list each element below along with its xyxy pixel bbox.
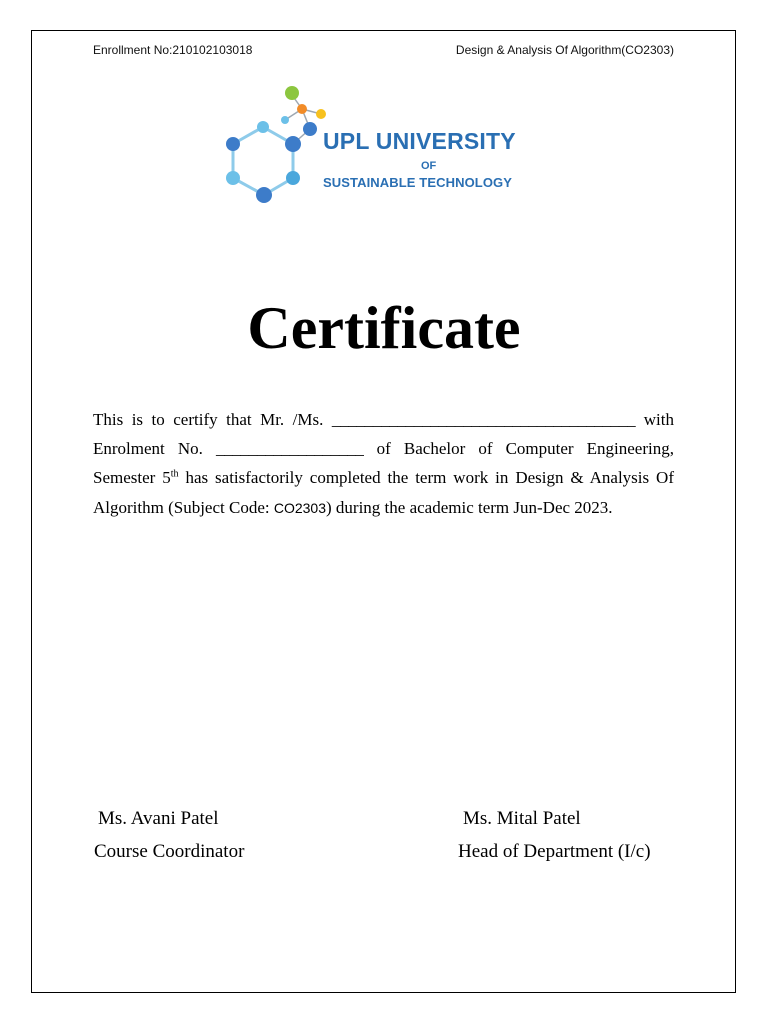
certificate-title: Certificate	[247, 295, 521, 361]
hod-role: Head of Department (I/c)	[458, 841, 651, 862]
coordinator-name: Ms. Avani Patel	[98, 808, 219, 829]
name-blank: _____________________________________	[331, 410, 636, 429]
certificate-body	[93, 405, 674, 523]
logo-title: UPL UNIVERSITY	[323, 128, 516, 154]
body-text-3: of Bachelor of Computer Engineering, Semester 5	[93, 439, 674, 488]
subject-code: CO2303	[273, 499, 326, 516]
logo-of: OF	[421, 160, 437, 172]
body-text-4: has satisfactorily completed the term work in Design & Analysis Of Algorithm (Subject Code:	[93, 468, 674, 517]
header-subject: Design & Analysis Of Algorithm(CO2303)	[455, 43, 674, 57]
hod-name: Ms. Mital Patel	[463, 808, 581, 829]
enrolment-blank: __________________	[215, 439, 364, 459]
body-text-1: This is to certify that Mr. /Ms.	[93, 410, 332, 429]
coordinator-role: Course Coordinator	[94, 841, 245, 862]
logo-subtitle: SUSTAINABLE TECHNOLOGY	[323, 175, 513, 190]
body-text-2: with Enrolment No.	[93, 410, 674, 459]
superscript-th: th	[170, 468, 179, 480]
body-text-5: ) during the academic term Jun-Dec 2023.	[326, 497, 613, 517]
university-logo-icon	[218, 82, 336, 206]
header-enrollment: Enrollment No:210102103018	[93, 43, 253, 57]
